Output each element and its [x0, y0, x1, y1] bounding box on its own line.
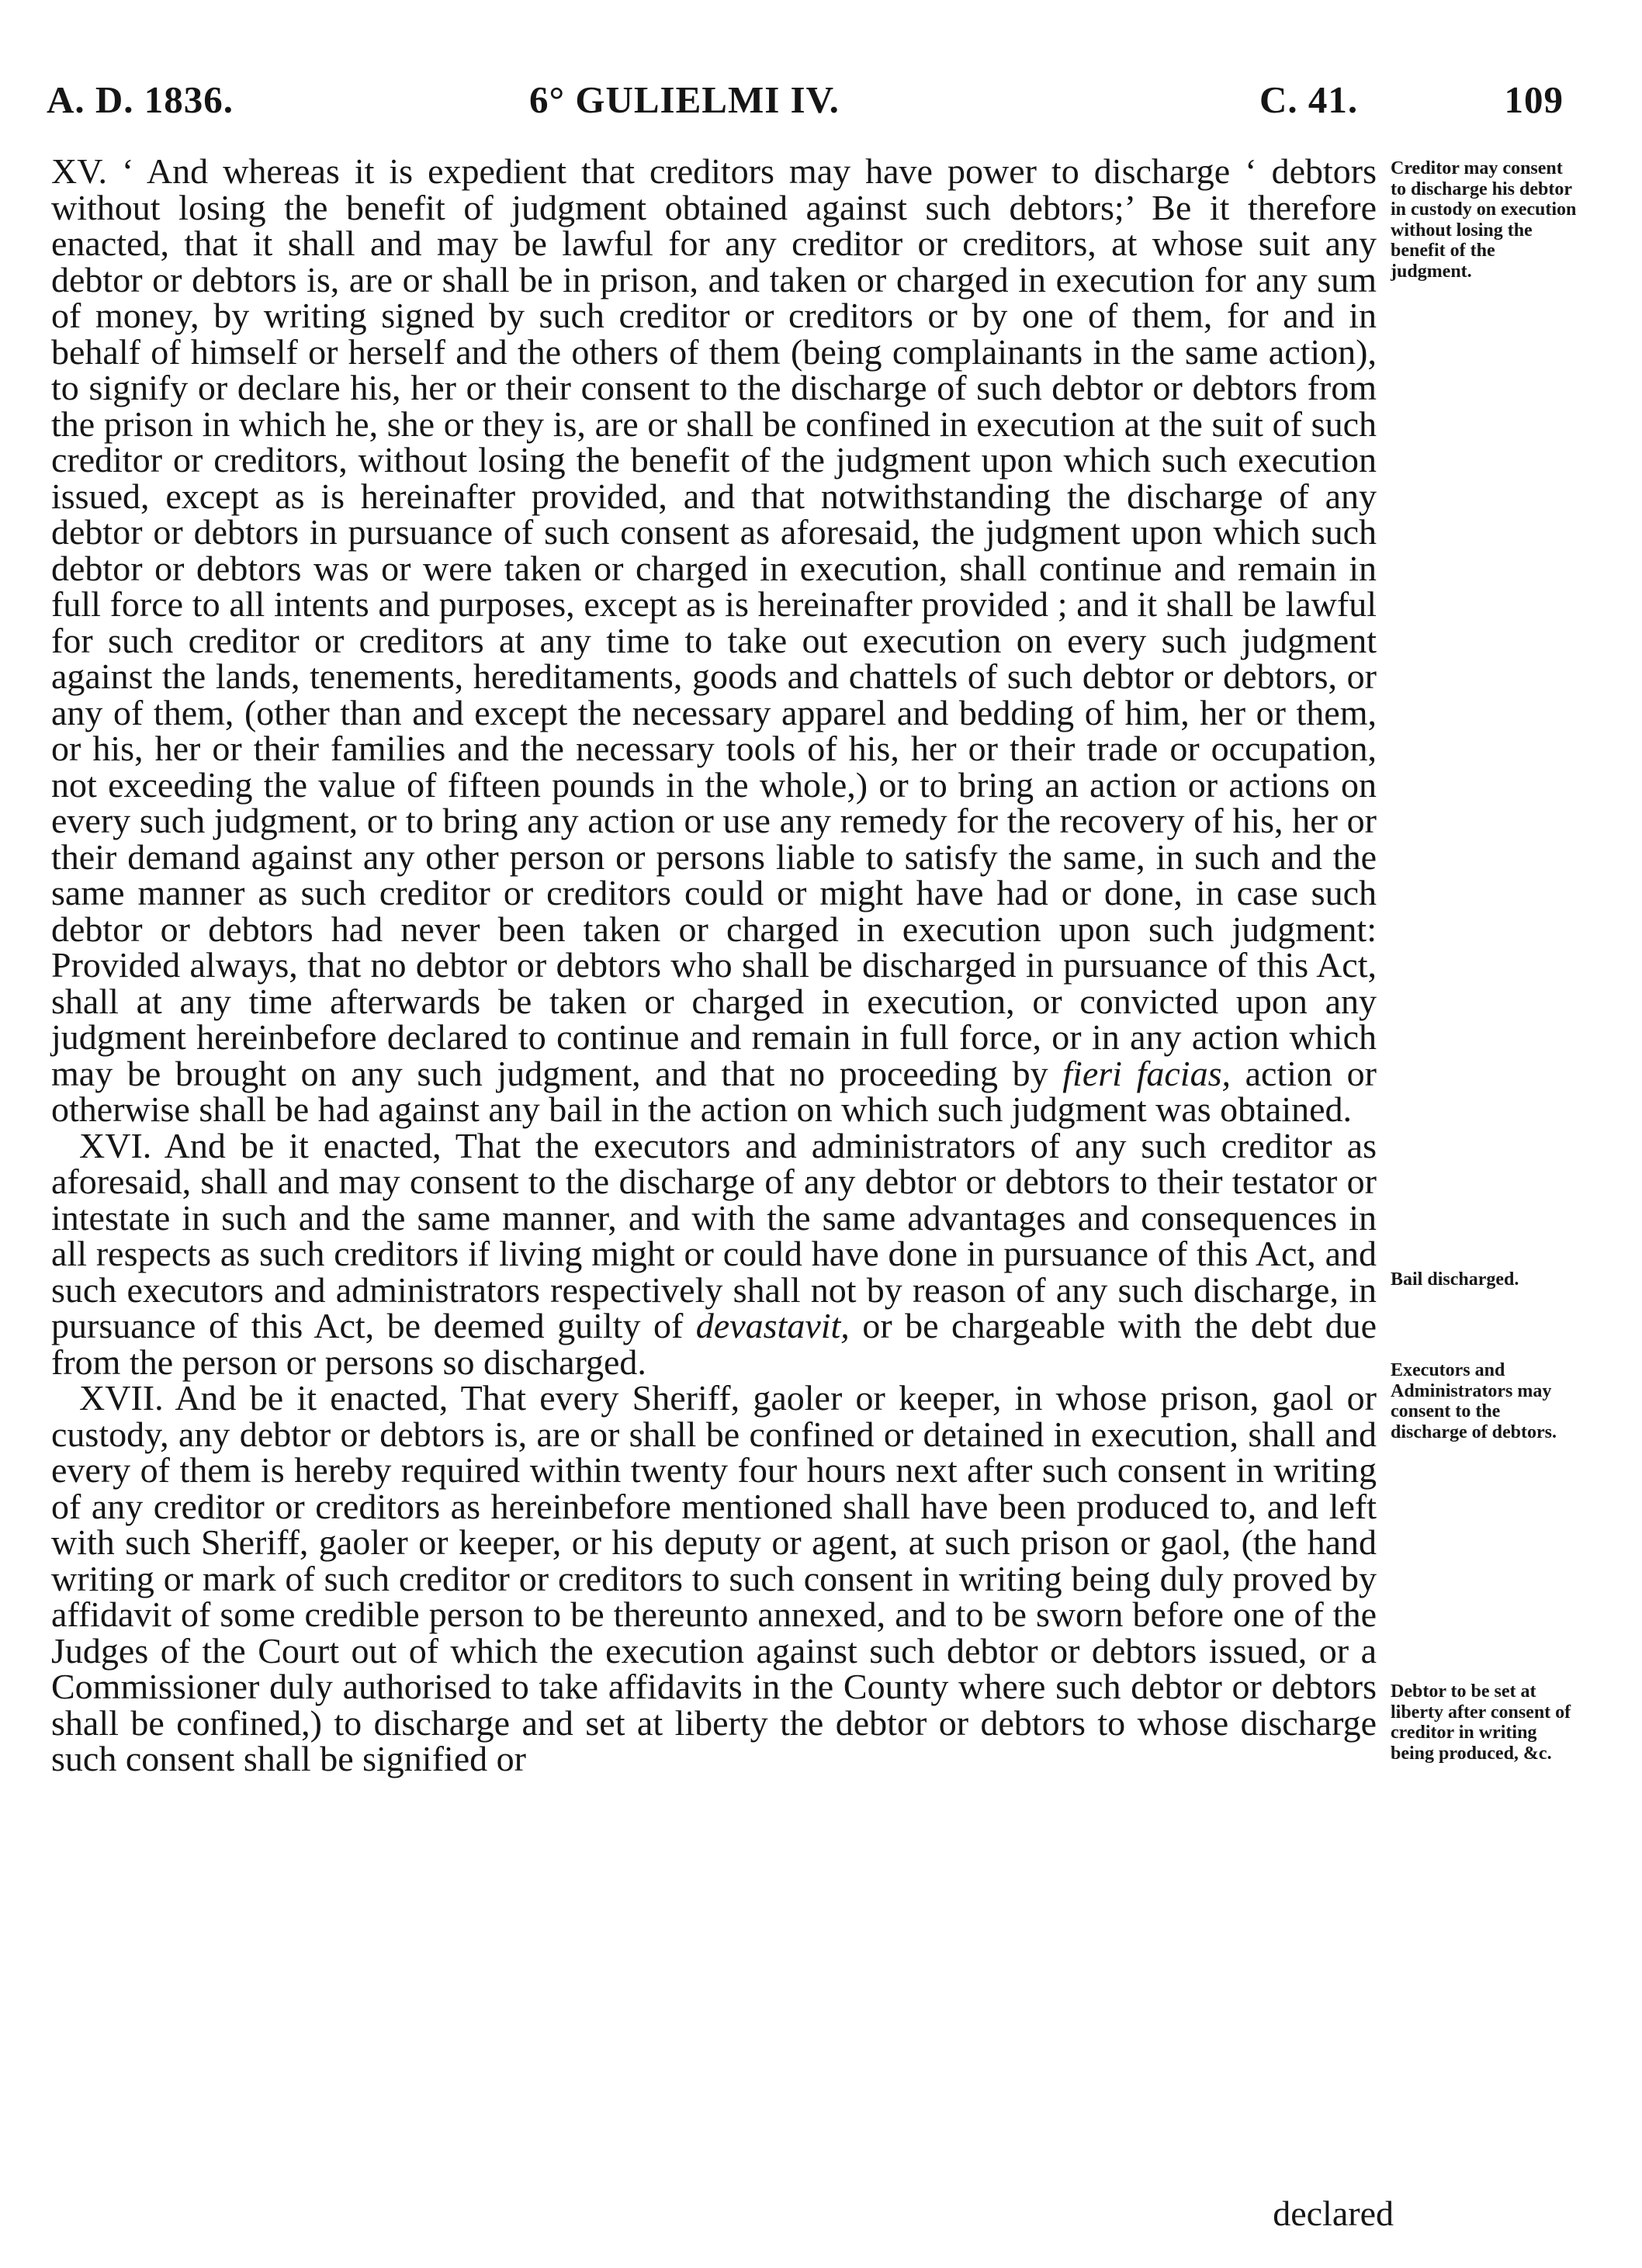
marginal-note-bail-discharged: Bail discharged. — [1391, 1269, 1519, 1290]
section-number: XVII. — [79, 1378, 164, 1418]
header-chapter: C. 41. — [1259, 78, 1359, 121]
section-17 — [51, 1380, 1377, 1778]
section-text: And be it enacted, That the executors and administrators of any such creditor as aforesaid, shall and may consent to the discharge of any debtor or debtors to their testator or intestate in such and the same manner, and with the same advantages and consequences in all respects as such creditors if living might or could have done in pursuance of this Act, and such executors and administrators respectively shall not by reason of any such discharge, in pursuance of this Act, be deemed guilty of — [51, 1125, 1377, 1345]
marginal-note-debtor-liberty: Debtor to be set at liberty after consent of creditor in writing being produced, &c. — [1391, 1681, 1571, 1764]
running-header — [47, 78, 1564, 132]
marginal-note-creditor-consent: Creditor may consent to discharge his debtor in custody on execution without losing the benefit of the judgment. — [1391, 158, 1577, 282]
italic-term: fieri facias, — [1062, 1053, 1231, 1093]
italic-term: devastavit, — [695, 1306, 850, 1345]
section-text: And be it enacted, That every Sheriff, gaoler or keeper, in whose prison, gaol or custody, any debtor or debtors is, are or shall be confined or detained in execution, shall and every of them is hereby required within twenty four hours next after such consent in writing of any creditor or creditors as hereinbefore mentioned shall have been produced to, and left with such Sheriff, gaoler or keeper, or his deputy or agent, at such prison or gaol, (the hand writing or mark of such creditor or creditors to such consent in writing being duly proved by affidavit of some credible person to be thereunto annexed, and to be sworn before one of the Judges of the Court out of which the execution against such debtor or debtors issued, or a Commissioner duly authorised to take affidavits in the County where such debtor or debtors shall be confined,) to discharge and set at liberty the debtor or debtors to whose discharge such consent shall be signified or — [51, 1378, 1377, 1778]
section-number: XV. — [51, 151, 108, 191]
section-15 — [51, 151, 1377, 1129]
main-text-column — [51, 151, 1377, 1778]
marginal-note-executors: Executors and Administrators may consent to the discharge of debtors. — [1391, 1360, 1557, 1442]
section-16 — [51, 1125, 1377, 1382]
header-regnal-title: 6° GULIELMI IV. — [529, 78, 840, 121]
header-year: A. D. 1836. — [47, 78, 234, 121]
page-number: 109 — [1504, 78, 1564, 121]
section-number: XVI. — [79, 1125, 152, 1165]
catchword: declared — [1273, 2194, 1394, 2233]
section-text-continued: action or otherwise shall be had against any bail in the action on which such judgment was obtained. — [51, 1053, 1377, 1129]
section-text: ‘ And whereas it is expedient that creditors may have power to discharge ‘ debtors without losing the benefit of judgment obtained against such debtors;’ Be it therefore enacted, that it shall and may be lawful for any creditor or creditors, at whose suit any debtor or debtors is, are or shall be in prison, and taken or charged in execution for any sum of money, by writing signed by such creditor or creditors or by one of them, for and in behalf of himself or herself and the others of them (being complainants in the same action), to signify or declare his, her or their consent to the discharge of such debtor or debtors from the prison in which he, she or they is, are or shall be confined in execution at the suit of such creditor or creditors, without losing the benefit of the judgment upon which such execution issued, except as is hereinafter provided, and that notwithstanding the discharge of any debtor or debtors in pursuance of such consent as aforesaid, the judgment upon which such debtor or debtors was or were taken or charged in execution, shall continue and remain in full force to all intents and purposes, except as is hereinafter provided ; and it shall be lawful for such creditor or creditors at any time to take out execution on every such judgment against the lands, tenements, hereditaments, goods and chattels of such debtor or debtors, or any of them, (other than and except the necessary apparel and bedding of him, her or them, or his, her or their families and the necessary tools of his, her or their trade or occupation, not exceeding the value of fifteen pounds in the whole,) or to bring an action or actions on every such judgment, or to bring any action or use any remedy for the recovery of his, her or their demand against any other person or persons liable to satisfy the same, in such and the same manner as such creditor or creditors could or might have had or done, in case such debtor or debtors had never been taken or charged in execution upon such judgment: Provided always, that no debtor or debtors who shall be discharged in pursuance of this Act, shall at any time afterwards be taken or charged in execution, or convicted upon any judgment hereinbefore declared to continue and remain in full force, or in any action which may be brought on any such judgment, and that no proceeding by — [51, 151, 1377, 1093]
section-text-continued: or be chargeable with the debt due from the person or persons so discharged. — [51, 1306, 1377, 1382]
